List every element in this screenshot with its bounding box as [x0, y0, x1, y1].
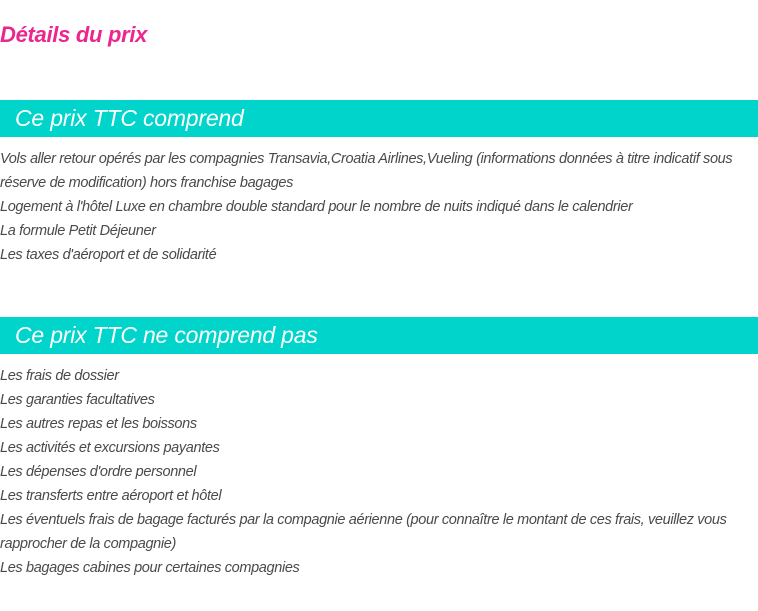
list-item: Les éventuels frais de bagage facturés par la compagnie aérienne (pour connaître le montant de ces frais, veuillez vous rapprocher de la compagnie) — [0, 512, 727, 552]
price-excludes-list — [0, 354, 758, 580]
list-item: Les transferts entre aéroport et hôtel — [0, 488, 222, 504]
price-includes-list — [0, 137, 758, 267]
list-item: Logement à l'hôtel Luxe en chambre double standard pour le nombre de nuits indiqué dans le calendrier — [0, 199, 633, 215]
list-item: La formule Petit Déjeuner — [0, 223, 156, 239]
page-title: Détails du prix — [0, 22, 148, 47]
list-item: Les garanties facultatives — [0, 392, 155, 408]
list-item: Les activités et excursions payantes — [0, 440, 220, 456]
price-excludes-header: Ce prix TTC ne comprend pas — [0, 317, 758, 354]
list-item: Les autres repas et les boissons — [0, 416, 197, 432]
list-item: Les frais de dossier — [0, 368, 119, 384]
price-includes-section — [0, 100, 758, 267]
list-item: Les taxes d'aéroport et de solidarité — [0, 247, 217, 263]
price-includes-header: Ce prix TTC comprend — [0, 100, 758, 137]
list-item: Les bagages cabines pour certaines compagnies — [0, 560, 300, 576]
price-excludes-section — [0, 317, 758, 580]
list-item: Vols aller retour opérés par les compagnies Transavia,Croatia Airlines,Vueling (informations données à titre indicatif sous réserve de modification) hors franchise bagages — [0, 151, 733, 191]
list-item: Les dépenses d'ordre personnel — [0, 464, 197, 480]
